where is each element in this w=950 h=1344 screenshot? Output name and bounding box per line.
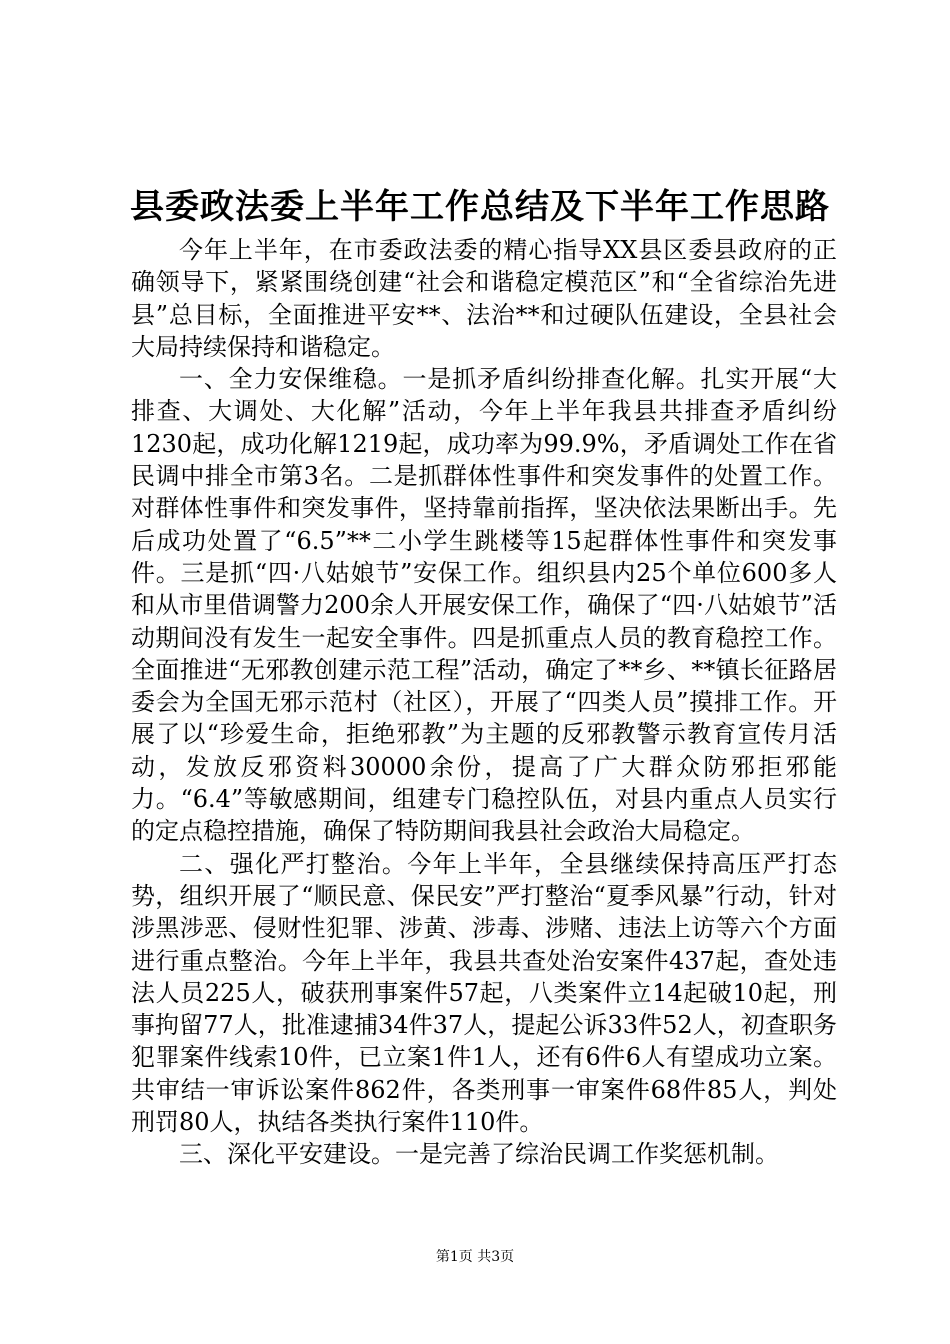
paragraph-crackdown: 二、强化严打整治。今年上半年，全县继续保持高压严打态势，组织开展了“顺民意、保民安”严打整治“夏季风暴”行动，针对涉黑涉恶、侵财性犯罪、涉黄、涉毒、涉赌、违法上访等六个方面进行重点整治。今年上半年，我县共查处治安案件437起，查处违法人员225人，破获刑事案件57起，八类案件立14起破10起，刑事拘留77人，批准逮捕34件37人，提起公诉33件52人，初查职务犯罪案件线索10件，已立案1件1人，还有6件6人有望成功立案。共审结一审诉讼案件862件，各类刑事一审案件68件85人，判处刑罚80人，执结各类执行案件110件。 <box>131 849 837 1137</box>
document-title: 县委政法委上半年工作总结及下半年工作思路 <box>130 187 830 227</box>
document-body <box>131 234 837 1171</box>
page-footer: 第1页 共3页 <box>435 1249 515 1265</box>
paragraph-security: 一、全力安保维稳。一是抓矛盾纠纷排查化解。扎实开展“大排查、大调处、大化解”活动，今年上半年我县共排查矛盾纠纷1230起，成功化解1219起，成功率为99.9%，矛盾调处工作在省民调中排全市第3名。二是抓群体性事件和突发事件的处置工作。对群体性事件和突发事件，坚持靠前指挥，坚决依法果断出手。先后成功处置了“6.5”**二小学生跳楼等15起群体性事件和突发事件。三是抓“四·八姑娘节”安保工作。组织县内25个单位600多人和从市里借调警力200余人开展安保工作，确保了“四·八姑娘节”活动期间没有发生一起安全事件。四是抓重点人员的教育稳控工作。全面推进“无邪教创建示范工程”活动，确定了**乡、**镇长征路居委会为全国无邪示范村（社区），开展了“四类人员”摸排工作。开展了以“珍爱生命，拒绝邪教”为主题的反邪教警示教育宣传月活动，发放反邪资料30000余份，提高了广大群众防邪拒邪能力。“6.4”等敏感期间，组建专门稳控队伍，对县内重点人员实行的定点稳控措施，确保了特防期间我县社会政治大局稳定。 <box>131 365 837 846</box>
paragraph-intro: 今年上半年，在市委政法委的精心指导XX县区委县政府的正确领导下，紧紧围绕创建“社会和谐稳定模范区”和“全省综治先进县”总目标，全面推进平安**、法治**和过硬队伍建设，全县社会大局持续保持和谐稳定。 <box>131 236 837 361</box>
paragraph-safety: 三、深化平安建设。一是完善了综治民调工作奖惩机制。 <box>179 1140 779 1169</box>
